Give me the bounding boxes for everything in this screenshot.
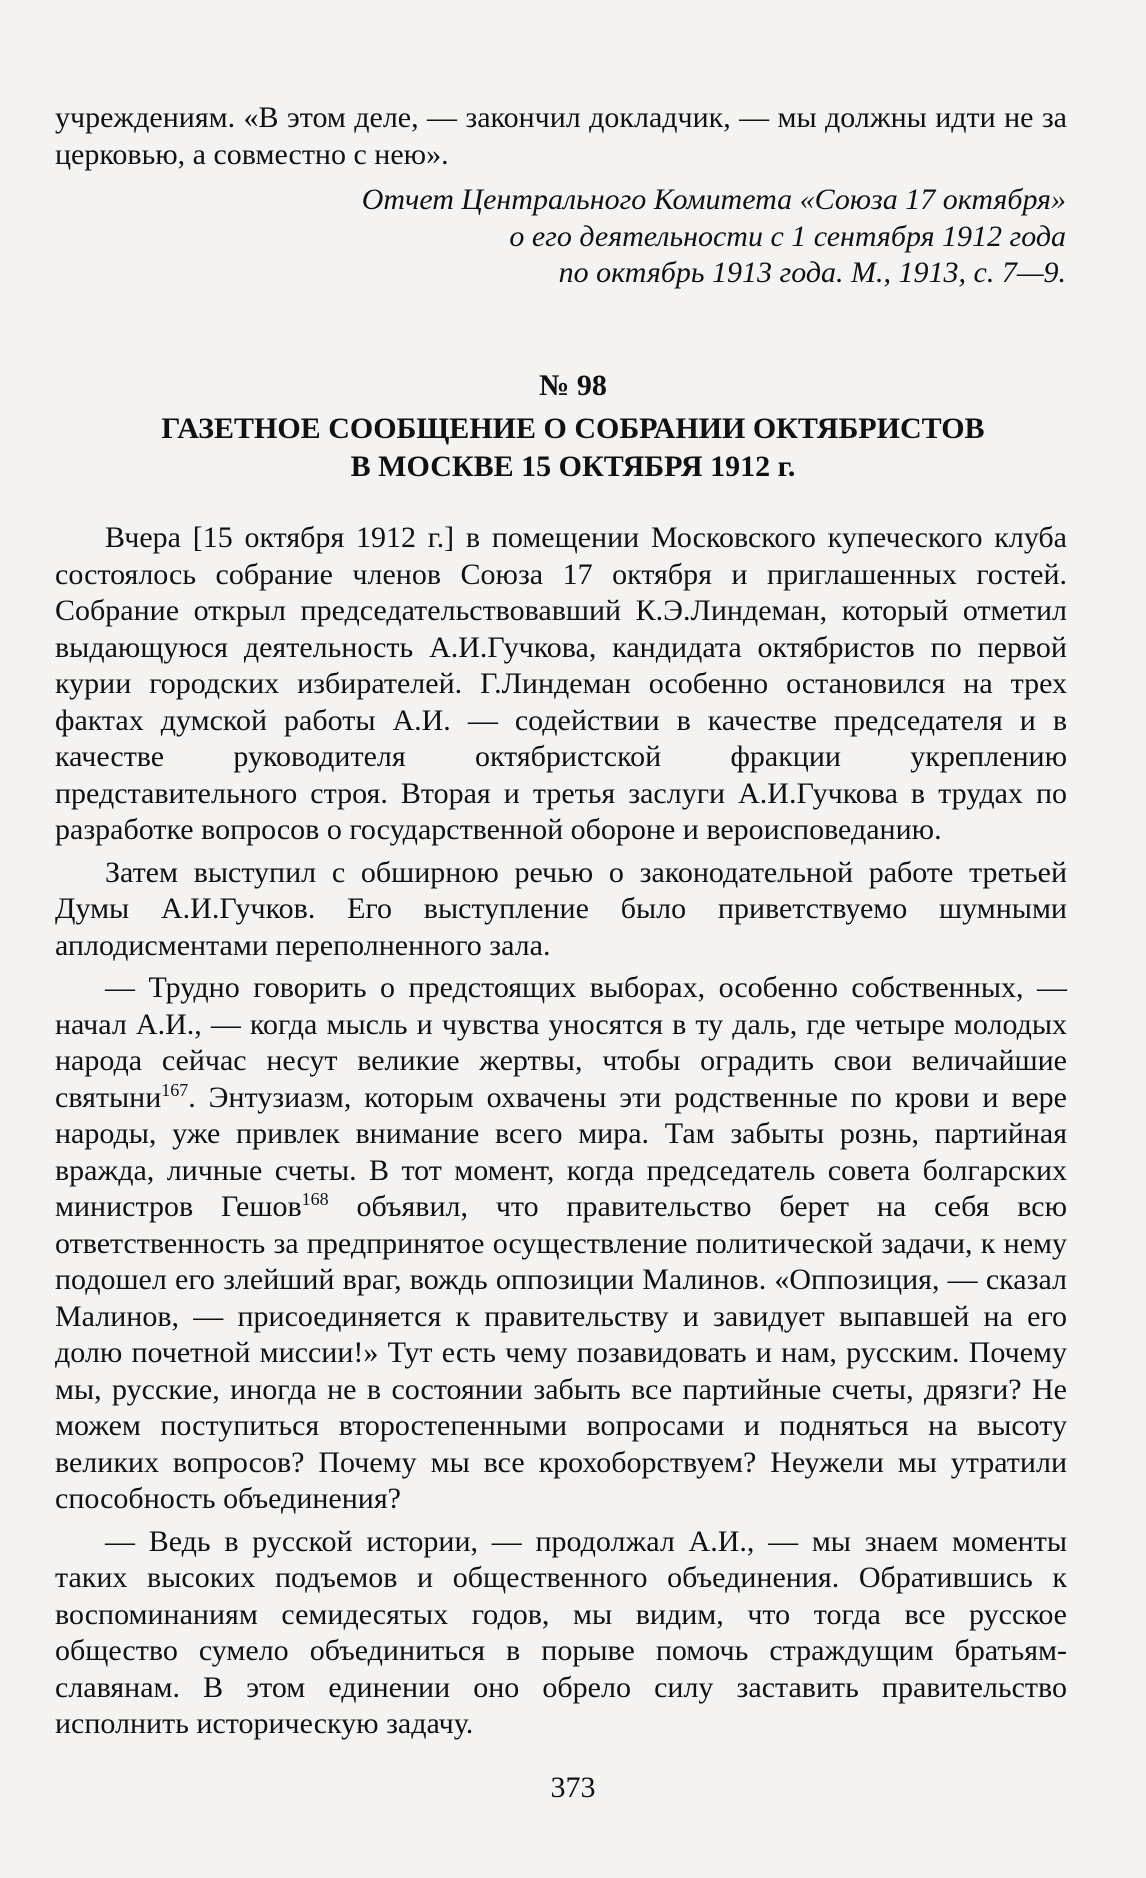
paragraph-3-part-1: — Трудно говорить о предстоящих выборах, особенно собственных, — начал А.И., — когда мысль и чувства уносятся в ту даль, где четыре молодых народа сейчас несут великие жертвы, чтобы оградить свои величайшие святыни xyxy=(55,971,1067,1114)
document-number: № 98 xyxy=(539,369,607,402)
paragraph-3-part-2: . Энтузиазм, которым охвачены эти родственные по крови и вере народы, уже привлек внимание всего мира. Там забыты рознь, партийная вражда, личные счеты. В тот момент, когда председатель совета болгарских министров Гешов xyxy=(55,1080,1067,1223)
source-line-2: о его деятельности с 1 сентября 1912 года xyxy=(509,219,1066,253)
source-line-1: Отчет Центрального Комитета «Союза 17 октября» xyxy=(361,183,1066,216)
document-title xyxy=(40,410,1106,486)
tail-paragraph: учреждениям. «В этом деле, — закончил докладчик, — мы должны идти не за церковью, а совместно с нею». xyxy=(55,101,1067,171)
footnote-ref-167: 167 xyxy=(161,1079,189,1100)
paragraph-1: Вчера [15 октября 1912 г.] в помещении Московского купеческого клуба состоялось собрание членов Союза 17 октября и приглашенных гостей. Собрание открыл председательствовавший К.Э.Линдеман, который отметил выдающуюся деятельность А.И.Гучкова, кандидата октябристов по первой курии городских избирателей. Г.Линдеман особенно остановился на трех фактах думской работы А.И. — содействии в качестве председателя и в качестве руководителя октябристской фракции укреплению представительного строя. Вторая и третья заслуги А.И.Гучкова в трудах по разработке вопросов о государственной обороне и вероисповеданию. xyxy=(55,521,1067,846)
source-citation xyxy=(166,182,1066,292)
paragraph-3-part-3: объявил, что правительство берет на себя всю ответственность за предпринятое осуществление политической задачи, к нему подошел его злейший враг, вождь оппозиции Малинов. «Оппозиция, — сказал Малинов, — присоединяется к правительству и завидует выпавшей на его долю почетной миссии!» Тут есть чему позавидовать и нам, русским. Почему мы, русские, иногда не в состоянии забыть все партийные счеты, дрязги? Не можем поступиться второстепенными вопросами и подняться на высоту великих вопросов? Почему мы все крохоборствуем? Неужели мы утратили способность объединения? xyxy=(55,1190,1067,1515)
paragraph-4: — Ведь в русской истории, — продолжал А.И., — мы знаем моменты таких высоких подъемов и общественного объединения. Обратившись к воспоминаниям семидесятых годов, мы видим, что тогда все русское общество сумело объединиться в порыве помочь страждущим братьям-славянам. В этом единении оно обрело силу заставить правительство исполнить историческую задачу. xyxy=(55,1524,1067,1740)
document-title-line-1: ГАЗЕТНОЕ СООБЩЕНИЕ О СОБРАНИИ ОКТЯБРИСТОВ xyxy=(161,412,985,445)
paragraph-3 xyxy=(55,970,1067,1518)
source-line-3: по октябрь 1913 года. М., 1913, с. 7—9. xyxy=(558,256,1066,289)
previous-document-tail xyxy=(55,100,1067,173)
footnote-ref-168: 168 xyxy=(301,1189,329,1209)
document-body xyxy=(55,520,1067,1749)
page-number: 373 xyxy=(550,1771,596,1804)
document-title-line-2: В МОСКВЕ 15 ОКТЯБРЯ 1912 г. xyxy=(350,450,796,483)
paragraph-2: Затем выступил с обширною речью о законодательной работе третьей Думы А.И.Гучков. Его выступление было приветствуемо шумными аплодисментами переполненного зала. xyxy=(55,855,1067,962)
